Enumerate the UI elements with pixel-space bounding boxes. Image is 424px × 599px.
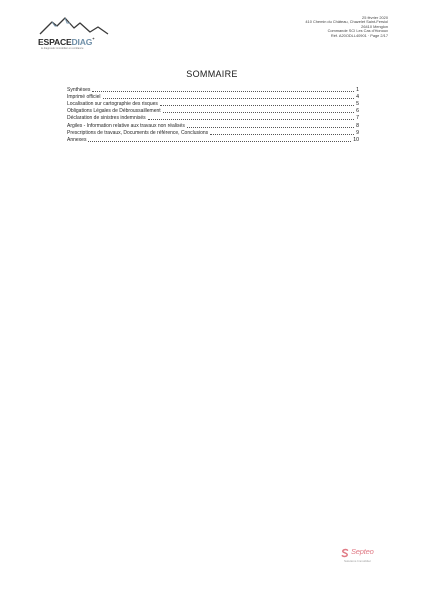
header-info (248, 16, 388, 38)
logo-word-espace: ESPACE (38, 37, 72, 47)
toc-item[interactable] (67, 121, 359, 128)
toc-item[interactable] (67, 136, 359, 143)
toc-leader-dots (103, 98, 355, 99)
toc-item[interactable] (67, 107, 359, 114)
toc-item-page: 1 (356, 87, 359, 94)
logo-tagline: le diagnostic immobilier en confiance (41, 47, 84, 50)
header-client: Commande SCI Les Cas d'Honoux (327, 28, 388, 34)
toc-leader-dots (160, 105, 354, 106)
toc-item-page: 6 (356, 108, 359, 115)
header-city: 26410 Menglon (361, 23, 388, 29)
toc-item-page: 7 (356, 115, 359, 122)
mountain-logo-icon (38, 14, 113, 36)
toc-item[interactable] (67, 114, 359, 121)
toc-leader-dots (163, 112, 354, 113)
toc-leader-dots (187, 127, 354, 128)
toc-leader-dots (92, 91, 354, 92)
header-reference: Réf. A20ODLL40901 · Page 2/17 (330, 32, 388, 38)
toc-item-label: Annexes (67, 136, 87, 143)
logo-sup: + (92, 36, 95, 41)
company-logo (38, 14, 113, 50)
toc-leader-dots (148, 119, 354, 120)
header-date: 25 février 2020 (362, 15, 388, 20)
toc-item-page: 8 (356, 122, 359, 129)
toc-item[interactable] (67, 129, 359, 136)
table-of-contents (67, 86, 359, 143)
toc-item-label: Localisation sur cartographie des risques (67, 101, 158, 108)
toc-item-page: 10 (353, 136, 359, 143)
toc-item-page: 9 (356, 129, 359, 136)
toc-item[interactable] (67, 86, 359, 93)
header-address: 410 Chemin du Château, Chazelet Saint-Fersiol (305, 19, 388, 25)
septeo-logo-icon (340, 548, 350, 558)
toc-item-label: Obligations Légales de Débroussaillement (67, 108, 161, 115)
toc-item-label: Déclaration de sinistres indemnisés (67, 115, 146, 122)
toc-item-page: 5 (356, 101, 359, 108)
page-title: SOMMAIRE (186, 69, 238, 79)
toc-item-label: Imprimé officiel (67, 94, 101, 101)
toc-item-label: Synthèses (67, 87, 91, 94)
footer-subtitle: Solutions Immobilier (344, 559, 372, 563)
footer-brand: Septeo (351, 547, 374, 556)
toc-item[interactable] (67, 93, 359, 100)
toc-item[interactable] (67, 100, 359, 107)
logo-wordmark (38, 36, 94, 47)
toc-item-label: Argiles - Information relative aux travaux non réalisés (67, 122, 185, 129)
toc-item-page: 4 (356, 94, 359, 101)
toc-item-label: Prescriptions de travaux, Documents de référence, Conclusions (67, 129, 209, 136)
logo-word-diag: DIAG (71, 37, 93, 47)
toc-leader-dots (88, 141, 351, 142)
toc-leader-dots (210, 134, 354, 135)
